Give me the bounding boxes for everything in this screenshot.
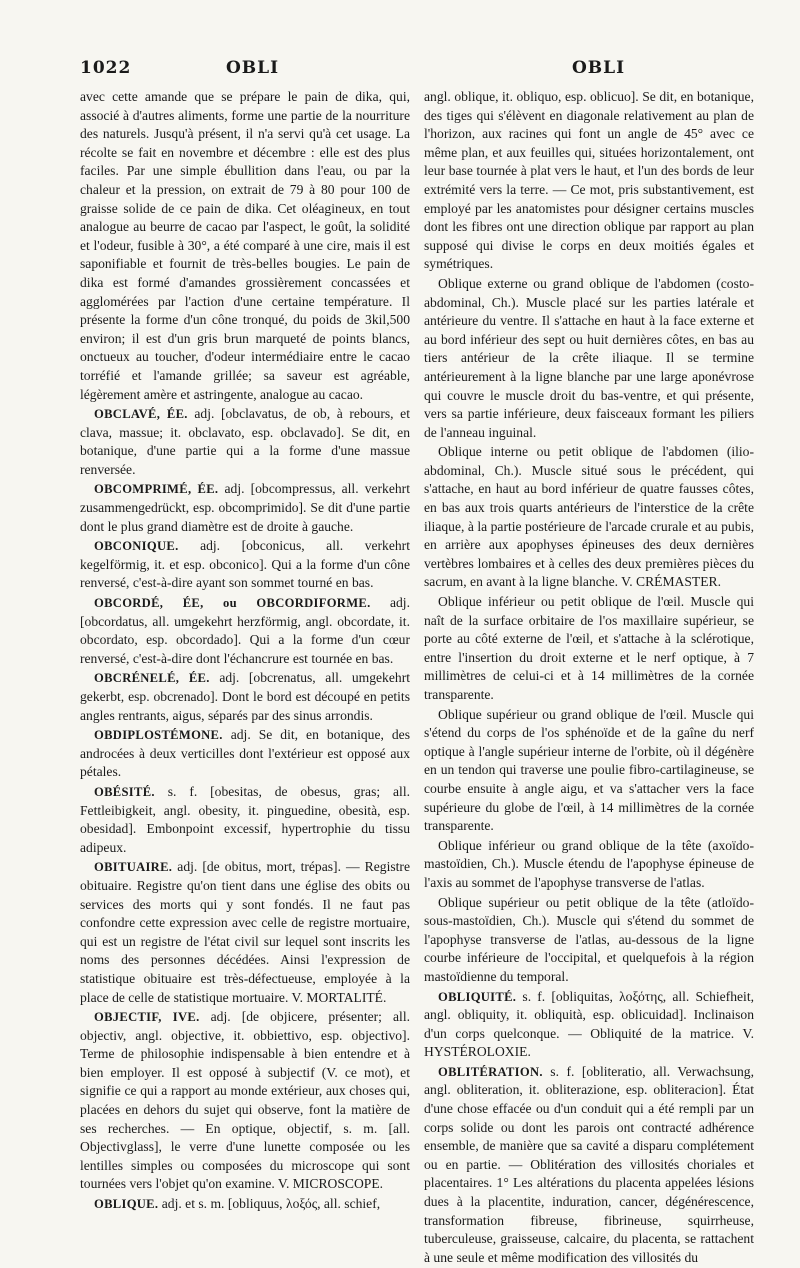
entry-headword: OBCORDÉ, ÉE, ou OBCORDIFORME. (94, 596, 371, 611)
continued-paragraph (424, 88, 754, 274)
entry-text: adj. [obconicus, all. verkehrt kegelförmig, it. et esp. obconico]. Qui a la forme d'un cône renversé, c'est-à-dire ayant son sommet tourné en bas. (80, 538, 410, 591)
running-head-left: OBLI (226, 58, 280, 78)
entry-headword: OBITUAIRE. (94, 860, 173, 875)
entry-text: adj. [obcordatus, all. umgekehrt herzförmig, angl. obcordate, it. obcordato, esp. obcordado]. Qui a la forme d'un cœur renversé, c'est-à-dire dont l'échancrure est tournée en bas. (80, 595, 410, 666)
entry-text: Oblique supérieur ou grand oblique de l'œil. Muscle qui s'étend du corps de l'os sphénoïde et de la gaîne du nerf optique à l'angle supérieur interne de l'orbite, où il dégénère en un tendon qui traverse une poulie fibro-cartilagineuse, se courbe ensuite à angle aigu, et va s'attacher vers la face supérieure du globe de l'œil, à 14 millimètres de la cornée transparente. (424, 706, 754, 834)
dictionary-entry (80, 783, 410, 857)
entry-text: adj. [de obitus, mort, trépas]. — Registre obituaire. Registre qu'on tient dans une église des obits ou services des morts qui y sont fondés. Il ne faut pas confondre cette expression avec celle de registre mortuaire, qui est un registre de l'état civil sur lequel sont inscrits les noms des personnes décédées. Ainsi l'expression de statistique obituaire est très-défectueuse, employée à la place de celle de statistique mortuaire. V. MORTALITÉ. (80, 859, 410, 1005)
dictionary-entry (80, 537, 410, 593)
left-column (80, 88, 410, 1215)
dictionary-entry (80, 726, 410, 782)
entry-headword: OBCLAVÉ, ÉE. (94, 407, 188, 422)
entry-headword: OBLIQUE. (94, 1197, 159, 1212)
dictionary-entry (80, 1008, 410, 1194)
dictionary-entry (80, 594, 410, 668)
entry-headword: OBCOMPRIMÉ, ÉE. (94, 482, 219, 497)
entry-text: Oblique interne ou petit oblique de l'abdomen (ilio-abdominal, Ch.). Muscle situé sous le précédent, qui s'attache, en haut au bord inférieur de quatre fausses côtes, en bas aux trois quarts antérieurs de l'interstice de la crête iliaque, à la partie postérieure de l'arcade crurale et au pubis, en arrière aux apophyses épineuses des deux dernières vertèbres lombaires et à celles des deux premières pièces du sacrum, en avant à la ligne blanche. V. CRÉMASTER. (424, 444, 754, 590)
entry-headword: OBLITÉRATION. (438, 1064, 543, 1079)
entry-text: adj. Se dit, en botanique, des androcées à deux verticilles dont l'extérieur est opposé aux pétales. (80, 727, 410, 780)
entry-text: adj. [obclavatus, de ob, à rebours, et clava, massue; it. obclavato, esp. obclavado]. Se dit, en botanique, d'une partie qui a la forme d'une massue renversée. (80, 406, 410, 477)
continued-paragraph (80, 88, 410, 404)
entry-text: s. f. [obesitas, de obesus, gras; all. Fettleibigkeit, angl. obesity, it. pinguedine, obesità, esp. obesidad]. Embonpoint excessif, hypertrophie du tissu adipeux. (80, 783, 410, 855)
entry-headword: OBDIPLOSTÉMONE. (94, 728, 223, 743)
dictionary-entry (424, 988, 754, 1062)
dictionary-entry (80, 405, 410, 479)
entry-paragraph (424, 894, 754, 987)
entry-text: adj. [obcrenatus, all. umgekehrt gekerbt, esp. obcrenado]. Dont le bord est découpé en petits angles rentrants, aigus, séparés par des sinus arrondis. (80, 670, 410, 723)
dictionary-entry (424, 1063, 754, 1268)
entry-text: adj. [obcompressus, all. verkehrt zusammengedrückt, esp. obcomprimido]. Se dit d'une partie dont le plus grand diamètre est de droite à gauche. (80, 481, 410, 534)
entry-headword: OBJECTIF, IVE. (94, 1010, 200, 1025)
entry-text: angl. oblique, it. obliquo, esp. oblicuo]. Se dit, en botanique, des tiges qui s'élèvent en diagonale relativement au plan de l'horizon, aux racines qui font un angle de 45° avec ce même plan, et aux feuilles qui, situées horizontalement, ont leur base tournée à plat vers le haut, et l'un des bords de leur extrémité vers la terre. — Ce mot, pris substantivement, est employé par les anatomistes pour désigner certains muscles dont les fibres ont une direction oblique par rapport au plan supposé qui divise le corps en deux moitiés égales et symétriques. (424, 89, 754, 272)
entry-headword: OBÉSITÉ. (94, 784, 155, 799)
entry-text: Oblique supérieur ou petit oblique de la tête (atloïdo-sous-mastoïdien, Ch.). Muscle qui s'étend du sommet de l'apophyse transverse de l'atlas, au-dessous de la ligne courbe inférieure de l'occipital, et quelquefois à la région mastoïdienne du temporal. (424, 894, 754, 984)
entry-paragraph (424, 837, 754, 893)
entry-headword: OBCRÉNELÉ, ÉE. (94, 671, 210, 686)
entry-headword: OBCONIQUE. (94, 539, 179, 554)
entry-text: Oblique inférieur ou grand oblique de la tête (axoïdo-mastoïdien, Ch.). Muscle étendu de l'apophyse épineuse de l'axis au sommet de l'apophyse transverse de l'atlas. (424, 837, 754, 890)
right-column (424, 88, 754, 1268)
entry-paragraph (424, 275, 754, 442)
dictionary-entry (80, 669, 410, 725)
running-head-right: OBLI (572, 58, 626, 78)
entry-paragraph (424, 443, 754, 592)
entry-paragraph (424, 593, 754, 705)
entry-text: Oblique inférieur ou petit oblique de l'œil. Muscle qui naît de la surface orbitaire de l'os maxillaire supérieur, se porte au côté externe de l'œil, et s'attache à la sclérotique, entre l'insertion du droit externe et le nerf optique, à 7 millimètres de celui-ci et à 14 millimètres de la cornée transparente. (424, 594, 754, 702)
page-number: 1022 (80, 58, 132, 78)
entry-paragraph (424, 706, 754, 836)
entry-text: s. f. [obliquitas, λοξότης, all. Schiefheit, angl. obliquity, it. obliquità, esp. oblicuidad]. Inclinaison d'un corps quelconque. — Obliquité de la matrice. V. HYSTÉROLOXIE. (424, 988, 754, 1060)
dictionary-entry (80, 858, 410, 1007)
entry-text: adj. et s. m. [obliquus, λοξός, all. schief, (161, 1196, 381, 1212)
entry-text: avec cette amande que se prépare le pain de dika, qui, associé à d'autres aliments, forme une partie de la nourriture des naturels. Jusqu'à présent, il n'a servi qu'à cet usage. La récolte se fait en novembre et décembre : elle est des plus faciles. Par une simple ébullition dans l'eau, ou par la chaleur et la pression, on extrait de 79 à 80 pour 100 de graisse solide de ce pain de dika. Cet oléagineux, en tout analogue au beurre de cacao par l'aspect, le goût, la solidité et l'odeur, fusible à 30°, a été comparé à une cire, mais il est saponifiable et fournit de très-belles bougies. Le pain de dika est formé d'amandes grossièrement concassées et agglomérées par l'action d'une certaine température. Il présente la forme d'un cône tronqué, du poids de 3kil,500 environ; il est d'un gris brun marqueté de points blancs, onctueux au toucher, d'odeur intermédiaire entre le cacao torréfié et l'amande grillée; sa saveur est agréable, légèrement amère et astringente, analogue au cacao. (80, 89, 410, 402)
entry-text: s. f. [obliteratio, all. Verwachsung, angl. obliteration, it. obliterazione, esp. obliteracion]. État d'une chose effacée ou d'un conduit qui a été rempli par un corps solide ou dont les parois ont contracté adhérence ensemble, de manière que sa cavité a disparu complétement ou en partie. — Oblitération des villosités choriales et placentaires. 1° Les altérations du placenta appelées lésions dues à la placentite, induration, cancer, dégénérescence, transformation fibreuse, fibrineuse, squirrheuse, tuberculeuse, graisseuse, calcaire, du placenta, se rattachent à une seule et même modification des villosités du (424, 1063, 754, 1265)
dictionary-entry (80, 1195, 410, 1214)
dictionary-entry (80, 480, 410, 536)
entry-text: Oblique externe ou grand oblique de l'abdomen (costo-abdominal, Ch.). Muscle placé sur les parties latérale et antérieure du ventre. Il s'attache en haut à la face externe et au bord inférieur des sept ou huit dernières côtes, en bas au tiers antérieur de la crête iliaque. Il se termine antérieurement à la ligne blanche par une large aponévrose qui couvre le muscle droit du bas-ventre, et qui présente, vers sa partie inférieure, deux faisceaux formant les piliers de l'anneau inguinal. (424, 275, 754, 440)
entry-text: adj. [de objicere, présenter; all. objectiv, angl. objective, it. obbiettivo, esp. objectivo]. Terme de philosophie indispensable à bien entendre et à bien employer. Il est opposé à subjectif (V. ce mot), et signifie ce qui a rapport au monde extérieur, aux choses qui, placées en dehors du sujet qui observe, font la matière de ses recherches. — En optique, objectif, s. m. [all. Objectivglass], le verre d'une lunette composée ou les lentilles simples ou composées du microscope qui sont tournées vers l'objet qu'on examine. V. MICROSCOPE. (80, 1009, 410, 1192)
entry-headword: OBLIQUITÉ. (438, 989, 517, 1004)
